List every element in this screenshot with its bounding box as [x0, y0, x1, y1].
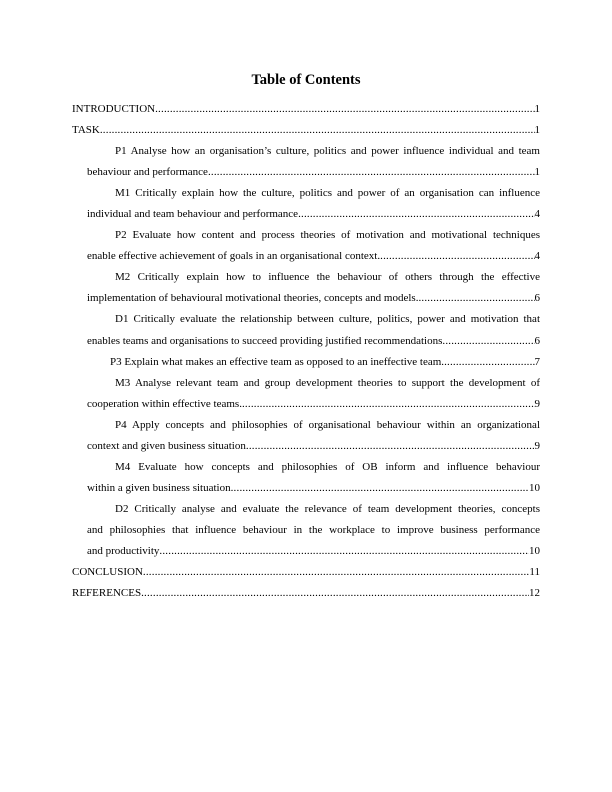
dot-leader — [444, 352, 534, 373]
toc-entry-introduction[interactable] — [72, 99, 540, 120]
dot-leader — [159, 541, 529, 562]
toc-entry-text-line: P4 Apply concepts and philosophies of organisational behaviour within an organizational — [115, 418, 540, 431]
toc-page-number: 9 — [534, 397, 540, 410]
dot-leader — [442, 331, 534, 352]
toc-page-number: 1 — [534, 103, 540, 115]
toc-entry-label: context and given business situation — [87, 439, 246, 452]
toc-entry-p4[interactable] — [72, 415, 540, 457]
dot-leader — [155, 99, 534, 120]
toc-entry-p1[interactable] — [72, 141, 540, 183]
dot-leader — [100, 120, 535, 141]
toc-page-number: 10 — [529, 544, 540, 557]
toc-entry-label: INTRODUCTION — [72, 103, 156, 115]
toc-entry-p3[interactable] — [72, 352, 540, 373]
toc-page-number: 4 — [534, 208, 540, 221]
toc-list — [72, 99, 540, 604]
toc-page-number: 4 — [534, 250, 540, 263]
toc-entry-label: cooperation within effective teams. — [87, 397, 242, 410]
toc-entry-label: P3 Explain what makes an effective team as opposed to an ineffective team. — [110, 355, 445, 368]
toc-entry-label: individual and team behaviour and performance — [87, 208, 299, 221]
toc-entry-text-line: M1 Critically explain how the culture, politics and power of an organisation can influence — [115, 187, 540, 200]
dot-leader — [143, 562, 530, 583]
toc-entry-conclusion[interactable] — [72, 562, 540, 583]
toc-entry-label: enables teams and organisations to succeed providing justified recommendations — [87, 334, 443, 347]
toc-page-number: 10 — [529, 481, 540, 494]
toc-entry-text-line: and philosophies that influence behaviour in the workplace to improve business performance — [87, 523, 540, 536]
toc-page-number: 6 — [534, 334, 540, 347]
toc-page-number: 9 — [534, 439, 540, 452]
toc-page-number: 12 — [529, 587, 540, 600]
toc-entry-text-line: M2 Critically explain how to influence the behaviour of others through the effective — [115, 271, 540, 284]
dot-leader — [298, 204, 534, 225]
toc-page-number: 1 — [534, 124, 540, 137]
toc-entry-text-line: D1 Critically evaluate the relationship between culture, politics, power and motivation that — [115, 313, 540, 326]
dot-leader — [242, 394, 535, 415]
toc-title: Table of Contents — [251, 72, 361, 88]
toc-entry-label: behaviour and performance — [87, 166, 208, 179]
dot-leader — [141, 583, 529, 604]
toc-entry-label: REFERENCES — [72, 587, 142, 600]
toc-entry-label: CONCLUSION — [72, 566, 143, 579]
dot-leader — [418, 288, 534, 309]
toc-entry-text-line: M4 Evaluate how concepts and philosophies of OB inform and influence behaviour — [115, 460, 540, 473]
toc-entry-m4[interactable] — [72, 457, 540, 499]
toc-entry-d2[interactable] — [72, 499, 540, 562]
toc-entry-text-line: P2 Evaluate how content and process theories of motivation and motivational techniques — [115, 229, 540, 242]
toc-entry-label: and productivity — [87, 544, 160, 557]
dot-leader — [246, 436, 535, 457]
toc-entry-task[interactable] — [72, 120, 540, 141]
toc-page-number: 7 — [534, 355, 540, 368]
toc-page-number: 1 — [534, 166, 540, 179]
dot-leader — [208, 162, 535, 183]
toc-entry-text-line: D2 Critically analyse and evaluate the relevance of team development theories, concepts — [115, 502, 540, 515]
toc-entry-label: TASK — [72, 124, 100, 137]
toc-entry-text-line: M3 Analyse relevant team and group development theories to support the development of — [115, 376, 540, 389]
toc-entry-d1[interactable] — [72, 309, 540, 351]
dot-leader — [231, 478, 529, 499]
toc-entry-m2[interactable] — [72, 267, 540, 309]
toc-entry-label: within a given business situation — [87, 481, 231, 494]
toc-entry-label: implementation of behavioural motivational theories, concepts and models. — [87, 292, 419, 305]
toc-entry-references[interactable] — [72, 583, 540, 604]
toc-page-number: 11 — [529, 566, 540, 579]
dot-leader — [380, 246, 534, 267]
toc-entry-m3[interactable] — [72, 373, 540, 415]
toc-entry-m1[interactable] — [72, 183, 540, 225]
toc-entry-label: enable effective achievement of goals in an organisational context. — [87, 250, 381, 263]
toc-entry-text-line: P1 Analyse how an organisation’s culture, politics and power influence individual and team — [115, 145, 540, 158]
toc-page-number: 6 — [534, 292, 540, 305]
toc-entry-p2[interactable] — [72, 225, 540, 267]
